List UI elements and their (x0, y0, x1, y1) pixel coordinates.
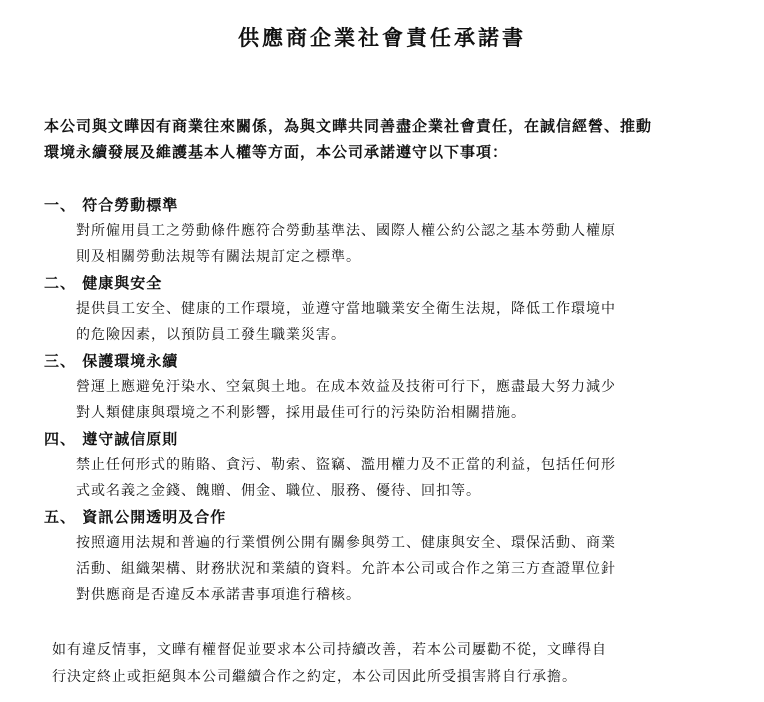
commitment-text-line: 活動、組織架構、財務狀況和業績的資料。允許本公司或合作之第三方查證單位針 (76, 561, 616, 577)
intro-line: 環境永續發展及維護基本人權等方面，本公司承諾遵守以下事項： (44, 143, 509, 161)
commitment-item (44, 348, 724, 426)
closing-line: 行決定終止或拒絕與本公司繼續合作之約定，本公司因此所受損害將自行承擔。 (52, 669, 577, 685)
commitment-heading: 二、 健康與安全 (44, 274, 163, 292)
intro-line: 本公司與文曄因有商業往來關係，為與文曄共同善盡企業社會責任，在誠信經營、推動 (44, 117, 653, 135)
commitment-text-line: 式或名義之金錢、餽贈、佣金、職位、服務、優待、回扣等。 (76, 483, 481, 499)
commitment-text-line: 對所僱用員工之勞動條件應符合勞動基準法、國際人權公約公認之基本勞動人權原 (76, 223, 616, 239)
intro-paragraph (44, 113, 724, 165)
commitment-heading: 三、 保護環境永續 (44, 352, 179, 370)
document-title: 供應商企業社會責任承諾書 (238, 25, 526, 50)
commitment-text-line: 營運上應避免汙染水、空氣與土地。在成本效益及技術可行下，應盡最大努力減少 (76, 379, 616, 395)
commitment-text-line: 按照適用法規和普遍的行業慣例公開有關參與勞工、健康與安全、環保活動、商業 (76, 535, 616, 551)
commitment-text-line: 對人類健康與環境之不利影響，採用最佳可行的污染防治相關措施。 (76, 405, 526, 421)
closing-line: 如有違反情事，文曄有權督促並要求本公司持續改善，若本公司屢勸不從，文曄得自 (52, 642, 607, 658)
commitment-text-line: 對供應商是否違反本承諾書事項進行稽核。 (76, 587, 361, 603)
closing-paragraph (52, 637, 732, 691)
commitment-item (44, 270, 724, 348)
commitment-heading: 五、 資訊公開透明及合作 (44, 508, 227, 526)
commitment-text-line: 則及相關勞動法規等有關法規訂定之標準。 (76, 249, 361, 265)
commitment-text-line: 的危險因素，以預防員工發生職業災害。 (76, 327, 346, 343)
commitment-list (44, 192, 724, 608)
commitment-item (44, 192, 724, 270)
commitment-item (44, 504, 724, 608)
commitment-text-line: 提供員工安全、健康的工作環境，並遵守當地職業安全衛生法規，降低工作環境中 (76, 301, 616, 317)
commitment-item (44, 426, 724, 504)
commitment-heading: 四、 遵守誠信原則 (44, 430, 179, 448)
commitment-heading: 一、 符合勞動標準 (44, 196, 179, 214)
commitment-text-line: 禁止任何形式的賄賂、貪污、勒索、盜竊、濫用權力及不正當的利益，包括任何形 (76, 457, 616, 473)
